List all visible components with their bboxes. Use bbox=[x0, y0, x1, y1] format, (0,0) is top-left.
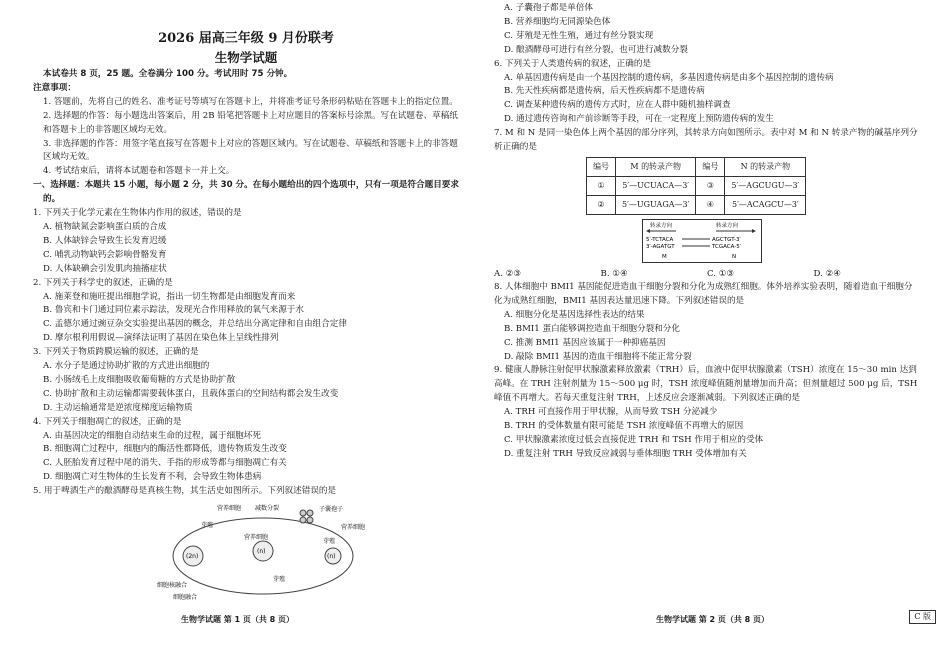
spore-3 bbox=[300, 517, 306, 523]
notice-4: 4. 考试结束后，请将本试题卷和答题卡一并上交。 bbox=[43, 166, 235, 177]
yeast-lifecycle-figure bbox=[143, 501, 393, 601]
q6-option-b: B. 先天性疾病都是遗传病，后天性疾病都不是遗传病 bbox=[504, 86, 705, 97]
q4-option-c: C. 人胚胎发育过程中尾的消失、手指的形成等都与细胞凋亡有关 bbox=[43, 458, 287, 469]
gene-label-m: M bbox=[662, 253, 667, 260]
fig-label-6: 营养细胞 bbox=[244, 534, 269, 542]
q7-option-b: B. ①④ bbox=[600, 268, 628, 279]
q9-option-b: B. TRH 的受体数量有限可能是 TSH 浓度峰值不再增大的原因 bbox=[504, 421, 744, 432]
fig-label-2n: (2n) bbox=[186, 553, 199, 561]
fig-label-4: 营养细胞 bbox=[341, 524, 366, 532]
q5-stem: 5. 用于啤酒生产的酿酒酵母是真核生物，其生活史如图所示。下列叙述错误的是 bbox=[33, 486, 337, 497]
notice-2: 2. 选择题的作答：每小题选出答案后，用 2B 铅笔把答题卡上对应题目的答案标号涂黑。写在试题卷、草稿纸和答题卡上的非答题区域均无效。 bbox=[43, 110, 458, 135]
spore-2 bbox=[307, 510, 313, 516]
fig-label-3: 子囊孢子 bbox=[319, 506, 344, 514]
table-row bbox=[587, 195, 806, 214]
q2-option-a: A. 施莱登和施旺提出细胞学说，指出一切生物都是由细胞发育而来 bbox=[43, 291, 296, 302]
q9-option-d: D. 重复注射 TRH 导致反应减弱与垂体细胞 TRH 受体增加有关 bbox=[504, 448, 747, 459]
table-header: N 的转录产物 bbox=[725, 157, 806, 176]
fig-label-2: 减数分裂 bbox=[255, 505, 280, 513]
q7-options bbox=[494, 267, 920, 281]
table-row bbox=[587, 176, 806, 195]
arrow-right-head bbox=[752, 229, 756, 233]
q8-option-b: B. BMI1 蛋白能够调控造血干细胞分裂和分化 bbox=[504, 323, 680, 334]
q3-option-b: B. 小肠绒毛上皮细胞吸收葡萄糖的方式是协助扩散 bbox=[43, 374, 236, 385]
q8-option-c: C. 推测 BMI1 基因应该属于一种抑癌基因 bbox=[504, 337, 666, 348]
q8-stem: 8. 人体细胞中 BMI1 基因能促进造血干细胞分裂和分化为成熟红细胞。体外培养实验表明，随着造血干细胞分化为成熟红细胞，BMI1 基因表达量迅速下降。下列叙述错误的是 bbox=[494, 281, 913, 306]
q7-stem: 7. M 和 N 是同一染色体上两个基因的部分序列，其转录方向如图所示。表中对 M 和 N 转录产物的碱基序列分析正确的是 bbox=[494, 128, 918, 153]
table-cell: 5′—AGCUGU—3′ bbox=[725, 176, 806, 195]
exam-intro: 本试卷共 8 页，25 题。全卷满分 100 分。考试用时 75 分钟。 bbox=[43, 69, 293, 79]
footer-left: 生物学试题 第 1 页（共 8 页） bbox=[180, 615, 295, 624]
q3-option-a: A. 水分子是通过协助扩散的方式进出细胞的 bbox=[43, 361, 210, 372]
q3-stem: 3. 下列关于物质跨膜运输的叙述，正确的是 bbox=[33, 347, 199, 358]
footer-right: 生物学试题 第 2 页（共 8 页） bbox=[655, 615, 770, 624]
q1-option-c: C. 哺乳动物缺钙会影响骨骼发育 bbox=[43, 249, 167, 260]
q7-option-a: A. ②③ bbox=[494, 268, 522, 279]
page-right bbox=[475, 0, 950, 659]
table-cell: ② bbox=[587, 195, 616, 214]
table-header: 编号 bbox=[587, 157, 616, 176]
arrow-left-head bbox=[646, 229, 650, 233]
notice-3: 3. 非选择题的作答：用签字笔直接写在答题卡上对应的答题区域内。写在试题卷、草稿纸和答题卡上的非答题区域均无效。 bbox=[43, 138, 458, 163]
q1-option-d: D. 人体缺碘会引发肌肉抽搐症状 bbox=[43, 263, 167, 274]
q3-option-c: C. 协助扩散和主动运输都需要载体蛋白，且载体蛋白的空间结构都会发生改变 bbox=[43, 388, 339, 399]
q1-option-a: A. 植物缺氮会影响蛋白质的合成 bbox=[43, 221, 167, 232]
q2-stem: 2. 下列关于科学史的叙述，正确的是 bbox=[33, 277, 173, 288]
fig-label-8: 细胞核融合 bbox=[157, 582, 188, 590]
fig-label-1: 营养细胞 bbox=[217, 505, 242, 513]
exam-subtitle: 生物学试题 bbox=[214, 50, 278, 65]
q3-option-d: D. 主动运输通常是逆浓度梯度运输物质 bbox=[43, 402, 193, 413]
q7-option-d: D. ②④ bbox=[813, 268, 841, 279]
table-cell: 5′—UGUAGA—3′ bbox=[616, 195, 696, 214]
seq-right-bottom: TCGACA-5′ bbox=[712, 243, 742, 250]
fig-label-n2: (n) bbox=[327, 553, 336, 561]
fig-label-n1: (n) bbox=[257, 548, 266, 556]
seq-left-bottom: 3′-AGATGT bbox=[646, 243, 675, 250]
q1-stem: 1. 下列关于化学元素在生物体内作用的叙述，错误的是 bbox=[33, 208, 242, 219]
q5-option-d: D. 酿酒酵母可进行有丝分裂，也可进行减数分裂 bbox=[504, 44, 688, 55]
q6-option-a: A. 单基因遗传病是由一个基因控制的遗传病，多基因遗传病是由多个基因控制的遗传病 bbox=[504, 72, 834, 83]
table-header: M 的转录产物 bbox=[616, 157, 696, 176]
q5-option-c: C. 芽殖是无性生殖，通过有丝分裂实现 bbox=[504, 30, 654, 41]
direction-label-right: 转录方向 bbox=[716, 222, 739, 229]
direction-label-left: 转录方向 bbox=[650, 222, 673, 229]
q5-option-a: A. 子囊孢子都是单倍体 bbox=[504, 3, 594, 13]
q6-option-c: C. 调查某种遗传病的遗传方式时，应在人群中随机抽样调查 bbox=[504, 100, 731, 111]
fig-label-10: 芽殖 bbox=[273, 576, 286, 584]
q2-option-d: D. 摩尔根利用假说—演绎法证明了基因在染色体上呈线性排列 bbox=[43, 333, 279, 344]
q7-table bbox=[586, 157, 806, 215]
table-cell: ① bbox=[587, 176, 616, 195]
fig-label-7: 芽殖 bbox=[323, 538, 336, 546]
q9-option-c: C. 甲状腺激素浓度过低会直接促进 TRH 和 TSH 作用于相应的受体 bbox=[504, 434, 764, 445]
spore-4 bbox=[307, 517, 313, 523]
exam-title: 2026 届高三年级 9 月份联考 bbox=[158, 31, 334, 46]
q6-option-d: D. 通过遗传咨询和产前诊断等手段，可在一定程度上预防遗传病的发生 bbox=[504, 114, 774, 125]
table-cell: ④ bbox=[696, 195, 725, 214]
q9-stem: 9. 健康人静脉注射促甲状腺激素释放激素（TRH）后，血液中促甲状腺激素（TSH）浓度在 15～30 min 达到高峰。在 TRH 注射剂量为 15～500 μg 时，TSH 浓度峰值随剂量增加而升高；但剂量超过 500 μg 后，TSH 峰值不再增大。若每天重复注射 TRH，上述反应会逐渐减弱。下列叙述正确的是 bbox=[494, 365, 918, 404]
transcription-diagram bbox=[642, 219, 762, 263]
table-cell: 5′—ACAGCU—3′ bbox=[725, 195, 806, 214]
q4-option-d: D. 细胞凋亡对生物体的生长发育不利，会导致生物体患病 bbox=[43, 472, 262, 483]
table-cell: 5′—UCUACA—3′ bbox=[616, 176, 696, 195]
q7-option-c: C. ①③ bbox=[707, 268, 735, 279]
q1-option-b: B. 人体缺锌会导致生长发育迟缓 bbox=[43, 235, 167, 246]
version-badge: C 版 bbox=[909, 610, 936, 624]
q5-option-b: B. 营养细胞均无同源染色体 bbox=[504, 16, 611, 27]
section-heading: 一、选择题：本题共 15 小题，每小题 2 分，共 30 分。在每小题给出的四个选项中，只有一项是符合题目要求的。 bbox=[33, 180, 459, 205]
q6-stem: 6. 下列关于人类遗传病的叙述，正确的是 bbox=[494, 58, 652, 69]
q4-stem: 4. 下列关于细胞凋亡的叙述，正确的是 bbox=[33, 416, 182, 427]
fig-label-9: 细胞融合 bbox=[173, 594, 198, 602]
gene-label-n: N bbox=[732, 253, 737, 260]
table-header: 编号 bbox=[696, 157, 725, 176]
notice-1: 1. 答题前，先将自己的姓名、准考证号等填写在答题卡上，并将准考证号条形码粘贴在答题卡上的指定位置。 bbox=[43, 96, 458, 107]
q2-option-c: C. 孟德尔通过豌豆杂交实验提出基因的概念，并总结出分离定律和自由组合定律 bbox=[43, 319, 347, 330]
q4-option-a: A. 由基因决定的细胞自动结束生命的过程，属于细胞坏死 bbox=[43, 430, 261, 441]
q8-option-d: D. 敲除 BMI1 基因的造血干细胞将不能正常分裂 bbox=[504, 351, 692, 362]
q4-option-b: B. 细胞凋亡过程中，细胞内的酶活性都降低，遗传物质发生改变 bbox=[43, 444, 287, 455]
fig-label-5: 芽殖 bbox=[201, 522, 214, 530]
seq-left-top: 5′-TCTACA bbox=[646, 236, 674, 243]
q8-option-a: A. 细胞分化是基因选择性表达的结果 bbox=[504, 309, 645, 320]
table-cell: ③ bbox=[696, 176, 725, 195]
q9-option-a: A. TRH 可直接作用于甲状腺，从而导致 TSH 分泌减少 bbox=[504, 407, 718, 418]
seq-right-top: AGCTGT-3′ bbox=[712, 236, 741, 243]
spore-1 bbox=[300, 510, 306, 516]
notice-heading: 注意事项： bbox=[33, 82, 76, 93]
table-header-row bbox=[587, 157, 806, 176]
q2-option-b: B. 鲁宾和卡门通过同位素示踪法，发现光合作用释放的氧气来源于水 bbox=[43, 305, 304, 316]
